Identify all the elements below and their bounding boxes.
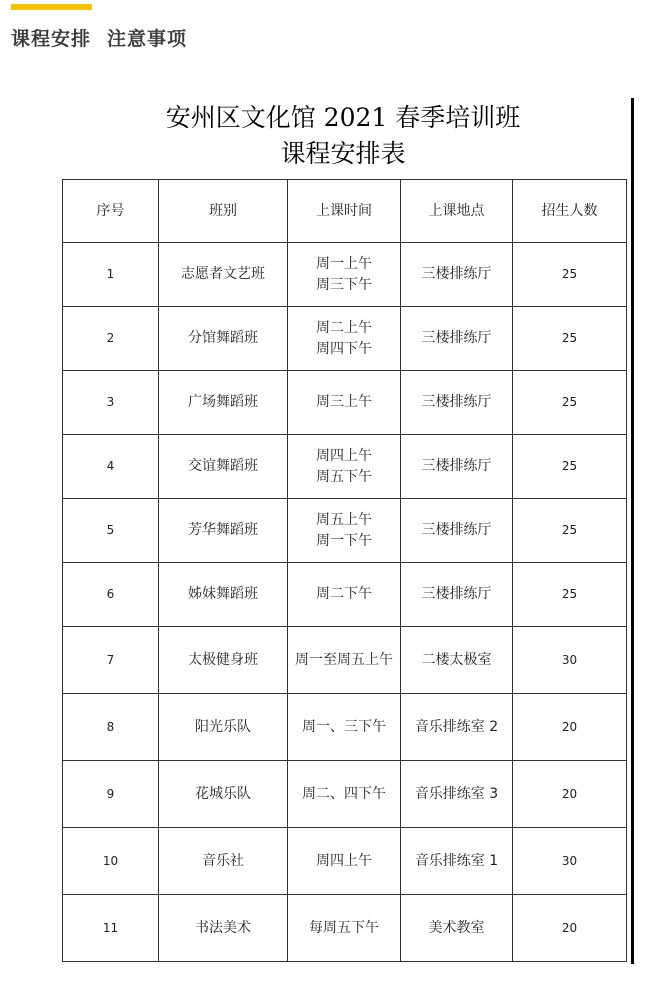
- cell-number: 2: [63, 307, 159, 371]
- cell-quota: 25: [513, 243, 627, 307]
- cell-time: 周一上午 周三下午: [288, 243, 401, 307]
- cell-quota: 25: [513, 371, 627, 435]
- cell-time: 周四上午: [288, 828, 401, 895]
- table-row: [63, 761, 627, 828]
- cell-class: 广场舞蹈班: [159, 371, 288, 435]
- cell-number: 8: [63, 694, 159, 761]
- vertical-divider: [631, 98, 634, 964]
- cell-time: 周二下午: [288, 563, 401, 627]
- schedule-table: [62, 179, 627, 962]
- column-header: 上课时间: [288, 180, 401, 243]
- column-header: 上课地点: [401, 180, 513, 243]
- document-title: [60, 100, 626, 172]
- cell-time: 周一、三下午: [288, 694, 401, 761]
- table-row: [63, 435, 627, 499]
- cell-location: 三楼排练厅: [401, 243, 513, 307]
- cell-class: 花城乐队: [159, 761, 288, 828]
- cell-location: 音乐排练室 2: [401, 694, 513, 761]
- cell-class: 音乐社: [159, 828, 288, 895]
- cell-number: 5: [63, 499, 159, 563]
- table-row: [63, 563, 627, 627]
- cell-time: 周四上午 周五下午: [288, 435, 401, 499]
- cell-location: 二楼太极室: [401, 627, 513, 694]
- cell-number: 3: [63, 371, 159, 435]
- cell-number: 9: [63, 761, 159, 828]
- cell-location: 三楼排练厅: [401, 499, 513, 563]
- cell-location: 三楼排练厅: [401, 435, 513, 499]
- cell-number: 7: [63, 627, 159, 694]
- cell-quota: 25: [513, 563, 627, 627]
- table-row: [63, 371, 627, 435]
- cell-quota: 20: [513, 895, 627, 962]
- table-row: [63, 694, 627, 761]
- cell-class: 芳华舞蹈班: [159, 499, 288, 563]
- table-row: [63, 828, 627, 895]
- cell-class: 志愿者文艺班: [159, 243, 288, 307]
- cell-quota: 20: [513, 761, 627, 828]
- cell-quota: 30: [513, 828, 627, 895]
- column-header: 班别: [159, 180, 288, 243]
- table-row: [63, 307, 627, 371]
- cell-class: 交谊舞蹈班: [159, 435, 288, 499]
- cell-time: 周五上午 周一下午: [288, 499, 401, 563]
- cell-number: 6: [63, 563, 159, 627]
- cell-number: 10: [63, 828, 159, 895]
- title-line-2: 课程安排表: [280, 139, 406, 168]
- cell-quota: 25: [513, 435, 627, 499]
- cell-number: 11: [63, 895, 159, 962]
- column-header: 序号: [63, 180, 159, 243]
- cell-time: 每周五下午: [288, 895, 401, 962]
- cell-location: 三楼排练厅: [401, 563, 513, 627]
- table-row: [63, 243, 627, 307]
- cell-location: 三楼排练厅: [401, 307, 513, 371]
- cell-time: 周一至周五上午: [288, 627, 401, 694]
- cell-number: 1: [63, 243, 159, 307]
- cell-time: 周二上午 周四下午: [288, 307, 401, 371]
- cell-location: 三楼排练厅: [401, 371, 513, 435]
- tab-notes[interactable]: 注意事项: [107, 28, 188, 50]
- cell-class: 阳光乐队: [159, 694, 288, 761]
- cell-location: 音乐排练室 3: [401, 761, 513, 828]
- table-row: [63, 499, 627, 563]
- cell-quota: 20: [513, 694, 627, 761]
- section-heading: [11, 24, 187, 54]
- accent-bar: [11, 4, 92, 10]
- cell-quota: 30: [513, 627, 627, 694]
- tab-course-schedule[interactable]: 课程安排: [11, 28, 92, 50]
- cell-quota: 25: [513, 499, 627, 563]
- table-header-row: [63, 180, 627, 243]
- cell-time: 周三上午: [288, 371, 401, 435]
- cell-class: 太极健身班: [159, 627, 288, 694]
- cell-location: 音乐排练室 1: [401, 828, 513, 895]
- cell-quota: 25: [513, 307, 627, 371]
- cell-class: 姊妹舞蹈班: [159, 563, 288, 627]
- cell-number: 4: [63, 435, 159, 499]
- cell-class: 书法美术: [159, 895, 288, 962]
- table-row: [63, 895, 627, 962]
- table-row: [63, 627, 627, 694]
- cell-class: 分馆舞蹈班: [159, 307, 288, 371]
- column-header: 招生人数: [513, 180, 627, 243]
- cell-location: 美术教室: [401, 895, 513, 962]
- title-line-1: 安州区文化馆 2021 春季培训班: [165, 103, 521, 132]
- cell-time: 周二、四下午: [288, 761, 401, 828]
